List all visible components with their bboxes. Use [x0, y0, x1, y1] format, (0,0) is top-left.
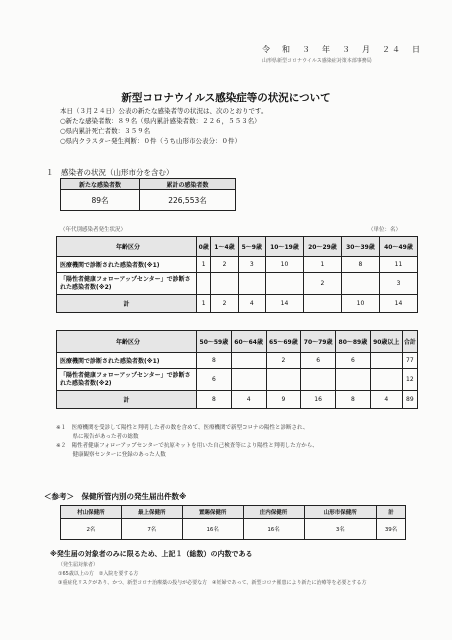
hc-header: 置賜保健所: [182, 506, 243, 519]
section1-heading: １ 感染者の状況（山形市分を含む）: [46, 168, 174, 177]
hc-cell: 7名: [121, 519, 182, 540]
table-row: [57, 257, 418, 273]
table-cell: 1: [303, 257, 341, 273]
footnote-line: 健康観察センターに登録のあった人数: [56, 452, 166, 458]
table-cell: 9: [266, 391, 301, 409]
table-cell: [370, 369, 402, 391]
table-cell: 4: [238, 295, 265, 313]
issuer-line: 山形県新型コロナウイルス感染症対策本部事務局: [262, 58, 372, 64]
table-cell: [265, 273, 303, 295]
unit-label: （単位：名）: [368, 227, 402, 233]
age-table-corner: 年齢区分: [57, 331, 197, 353]
total-row-label: 計: [57, 391, 197, 409]
table-cell: 6: [336, 353, 371, 369]
age-col-header: 65〜69歳: [266, 331, 301, 353]
age-col-header: 20〜29歳: [303, 237, 341, 257]
table-cell: 10: [341, 295, 379, 313]
summary-table: [60, 178, 236, 211]
hc-cell: 16名: [243, 519, 304, 540]
table-cell: 11: [379, 257, 417, 273]
table-cell: 8: [341, 257, 379, 273]
intro-item: ○新たな感染者数：８９名（県内累計感染者数：２２６，５５３名）: [60, 117, 261, 125]
table-cell: 2: [303, 273, 341, 295]
table-cell: 3: [238, 257, 265, 273]
summary-header-total: 累計の感染者数: [140, 179, 236, 190]
age-table-label: （年代別感染者発生状況）: [60, 227, 127, 233]
age-col-header: 80〜89歳: [336, 331, 371, 353]
hc-header: 計: [377, 506, 406, 519]
document-title: 新型コロナウイルス感染症等の状況について: [121, 92, 331, 104]
total-col-header: 合計: [402, 331, 417, 353]
table-cell: 10: [265, 257, 303, 273]
health-center-table: [60, 505, 406, 540]
row-label: 医療機関で診断された感染者数(※1): [57, 353, 197, 369]
table-cell: 2: [266, 353, 301, 369]
table-cell: [231, 353, 266, 369]
age-col-header: 50〜59歳: [197, 331, 232, 353]
table-cell: [211, 273, 238, 295]
table-cell: 4: [231, 391, 266, 409]
footer-sub: （発生届対象者）: [58, 562, 99, 568]
age-table-corner: 年齢区分: [57, 237, 197, 257]
hc-cell: 2名: [61, 519, 122, 540]
row-label: 「陽性者健康フォローアップセンター」で診断された感染者数(※2): [57, 273, 197, 295]
table-cell: [341, 273, 379, 295]
summary-total-count: 226,553名: [140, 190, 236, 211]
table-cell: 14: [379, 295, 417, 313]
table-cell: 1: [197, 257, 211, 273]
section2-heading: ＜参考＞ 保健所管内別の発生届出件数※: [44, 492, 187, 501]
table-cell: [231, 369, 266, 391]
hc-header: 最上保健所: [121, 506, 182, 519]
table-cell: 8: [336, 391, 371, 409]
table-cell: [238, 273, 265, 295]
total-row-label: 計: [57, 295, 197, 313]
table-cell: 2: [211, 257, 238, 273]
summary-header-new: 新たな感染者数: [61, 179, 140, 190]
footnote-line: ※２ 陽性者健康フォローアップセンターで抗原キットを用いた自己検査等により陽性と判明した方から、: [56, 443, 318, 449]
footer-note: ※発生届の対象者のみに限るため、上記１（総数）の内数である: [50, 550, 253, 558]
hc-cell: 3名: [304, 519, 377, 540]
footnote-line: 県に報告があった者の総数: [56, 434, 139, 440]
table-cell: 6: [197, 369, 232, 391]
table-row: [57, 295, 418, 313]
report-date: 令 和 ３ 年 ３ 月 ２４ 日: [262, 45, 422, 54]
intro-block: [60, 106, 267, 146]
table-cell: 3: [379, 273, 417, 295]
table-cell: [336, 369, 371, 391]
table-cell: 16: [301, 391, 336, 409]
hc-cell: 39名: [377, 519, 406, 540]
age-col-header: 30〜39歳: [341, 237, 379, 257]
table-row: [57, 273, 418, 295]
table-cell: 1: [197, 295, 211, 313]
table-cell: 89: [402, 391, 417, 409]
age-col-header: 40〜49歳: [379, 237, 417, 257]
table-row: [57, 353, 418, 369]
table-row: [57, 391, 418, 409]
age-table-old: [56, 330, 418, 409]
table-cell: 6: [301, 353, 336, 369]
footer-sub: ①65歳以上の方 ②入院を要する方: [58, 571, 139, 577]
hc-header: 山形市保健所: [304, 506, 377, 519]
table-cell: 4: [370, 391, 402, 409]
table-cell: [370, 353, 402, 369]
footnotes: [56, 424, 318, 460]
table-cell: 2: [211, 295, 238, 313]
table-cell: [197, 273, 211, 295]
age-table-young: [56, 236, 418, 313]
table-cell: [301, 369, 336, 391]
table-row: [57, 369, 418, 391]
footer-sub: ③重症化リスクがあり、かつ、新型コロナ治療薬の投与が必要な方 ④妊婦であって、新型コロナ罹患により新たに治療等を必要とする方: [58, 580, 367, 586]
intro-lead: 本日（３月２４日）公表の新たな感染者等の状況は、次のとおりです。: [60, 107, 268, 115]
age-col-header: 1〜4歳: [211, 237, 238, 257]
hc-header: 村山保健所: [61, 506, 122, 519]
hc-header: 庄内保健所: [243, 506, 304, 519]
intro-item: ○県内累計死亡者数：３５９名: [60, 127, 151, 135]
age-col-header: 70〜79歳: [301, 331, 336, 353]
table-cell: [303, 295, 341, 313]
table-cell: 8: [197, 353, 232, 369]
table-cell: [266, 369, 301, 391]
table-cell: 14: [265, 295, 303, 313]
table-cell: 8: [197, 391, 232, 409]
age-col-header: 90歳以上: [370, 331, 402, 353]
age-col-header: 0歳: [197, 237, 211, 257]
table-cell: 77: [402, 353, 417, 369]
row-label: 「陽性者健康フォローアップセンター」で診断された感染者数(※2): [57, 369, 197, 391]
row-label: 医療機関で診断された感染者数(※1): [57, 257, 197, 273]
intro-item: ○県内クラスター発生判断：０件（うち山形市公表分：０件）: [60, 137, 241, 145]
age-col-header: 5〜9歳: [238, 237, 265, 257]
footnote-line: ※１ 医療機関を受診して陽性と判明した者の数を含めて、医療機関で新型コロナの陽性と診断され、: [56, 425, 309, 431]
hc-cell: 16名: [182, 519, 243, 540]
age-col-header: 10〜19歳: [265, 237, 303, 257]
age-col-header: 60〜64歳: [231, 331, 266, 353]
summary-new-count: 89名: [61, 190, 140, 211]
table-cell: 12: [402, 369, 417, 391]
